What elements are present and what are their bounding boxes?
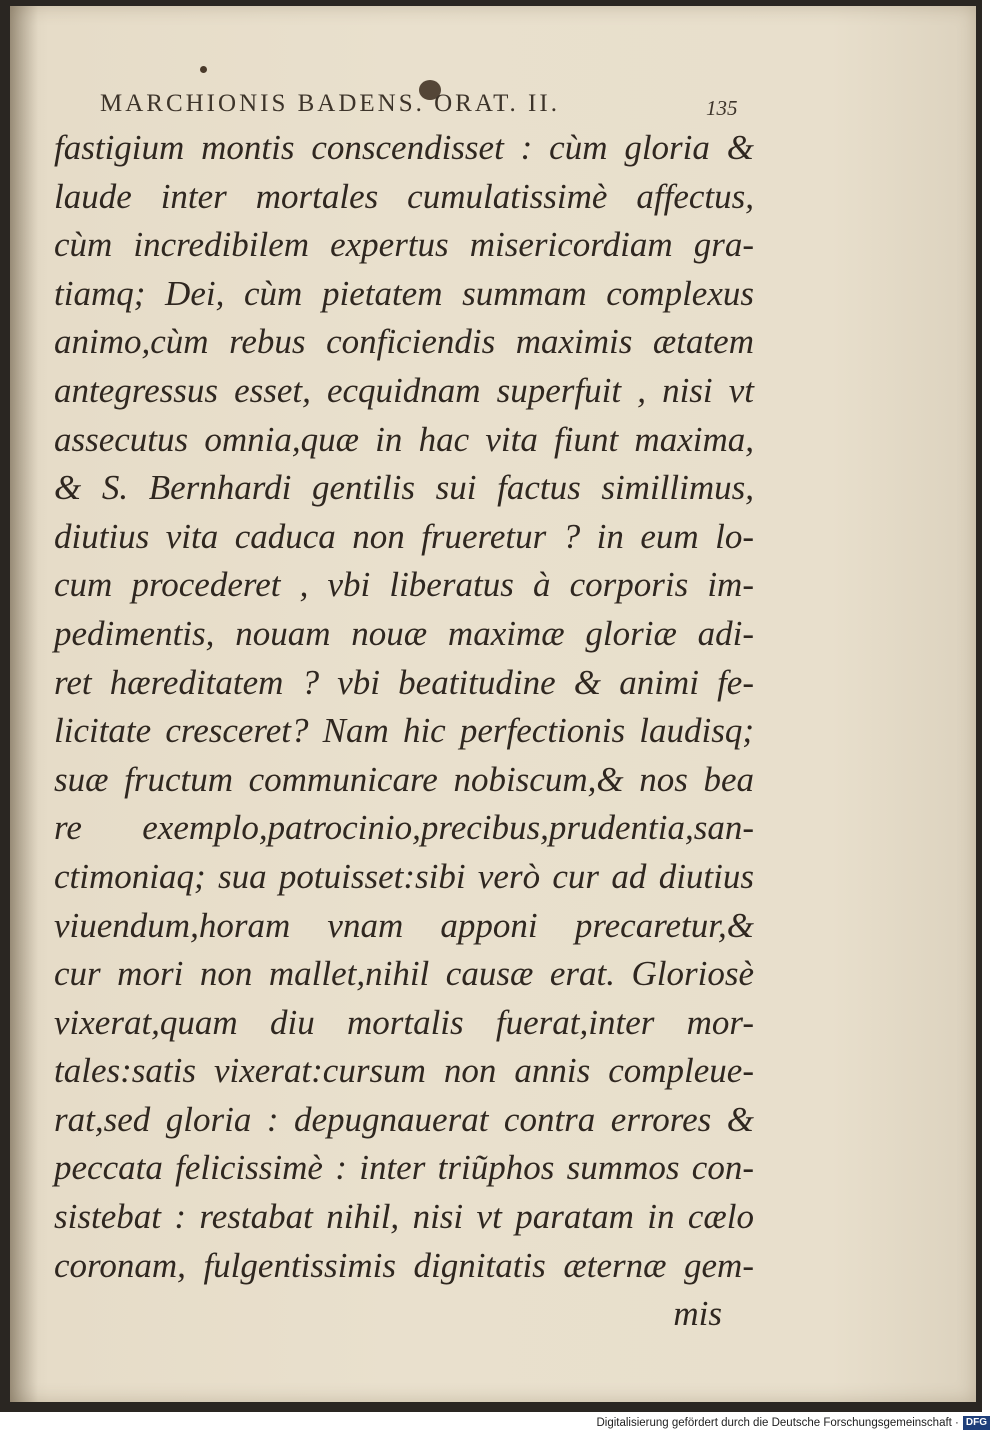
funding-footer (596, 1416, 990, 1430)
text-line: suæ fructum communicare nobiscum,& nos bea (54, 759, 754, 799)
text-line: coronam, fulgentissimis dignitatis æternæ gem- (54, 1245, 754, 1285)
text-line: licitate cresceret? Nam hic perfectionis laudisq; (54, 711, 754, 751)
text-line: & S. Bernhardi gentilis sui factus simillimus, (54, 468, 754, 508)
text-line: peccata felicissimè : inter triũphos summos con- (54, 1148, 754, 1188)
text-line: cur mori non mallet,nihil causæ erat. Gloriosè (54, 954, 754, 994)
text-line: assecutus omnia,quæ in hac vita fiunt maxima, (54, 419, 754, 459)
text-line: ctimoniaq; sua potuisset:sibi verò cur ad diutius (54, 856, 754, 896)
text-line: vixerat,quam diu mortalis fuerat,inter mor- (54, 1002, 754, 1042)
text-line: ret hæreditatem ? vbi beatitudine & animi fe- (54, 662, 754, 702)
text-line: rat,sed gloria : depugnauerat contra errores & (54, 1099, 754, 1139)
running-head: MARCHIONIS BADENS. ORAT. II. (100, 90, 560, 117)
text-line: diutius vita caduca non frueretur ? in eum lo- (54, 516, 754, 556)
gutter-shadow (10, 6, 38, 1402)
body-text (54, 124, 754, 1339)
ink-spot (200, 66, 207, 73)
text-line: fastigium montis conscendisset : cùm gloria & (54, 128, 754, 167)
text-line: pedimentis, nouam nouæ maximæ gloriæ adi- (54, 613, 754, 653)
text-line: tiamq; Dei, cùm pietatem summam complexus (54, 273, 754, 313)
text-line: re exemplo,patrocinio,precibus,prudentia,san- (54, 808, 754, 848)
text-line: tales:satis vixerat:cursum non annis compleue- (54, 1051, 754, 1091)
funding-text: Digitalisierung gefördert durch die Deutsche Forschungsgemeinschaft · (596, 1417, 959, 1429)
dfg-logo-icon[interactable]: DFG (963, 1416, 990, 1430)
text-line: cum procederet , vbi liberatus à corporis im- (54, 565, 754, 605)
text-line: animo,cùm rebus conficiendis maximis ætatem (54, 322, 754, 362)
page-number: 135 (706, 96, 738, 120)
text-line: antegressus esset, ecquidnam superfuit , nisi vt (54, 370, 754, 410)
text-line: sistebat : restabat nihil, nisi vt paratam in cælo (54, 1197, 754, 1237)
text-line: laude inter mortales cumulatissimè affectus, (54, 176, 754, 216)
catchword: mis (673, 1294, 722, 1334)
text-line: viuendum,horam vnam apponi precaretur,& (54, 905, 754, 945)
text-line: cùm incredibilem expertus misericordiam gra- (54, 225, 754, 265)
